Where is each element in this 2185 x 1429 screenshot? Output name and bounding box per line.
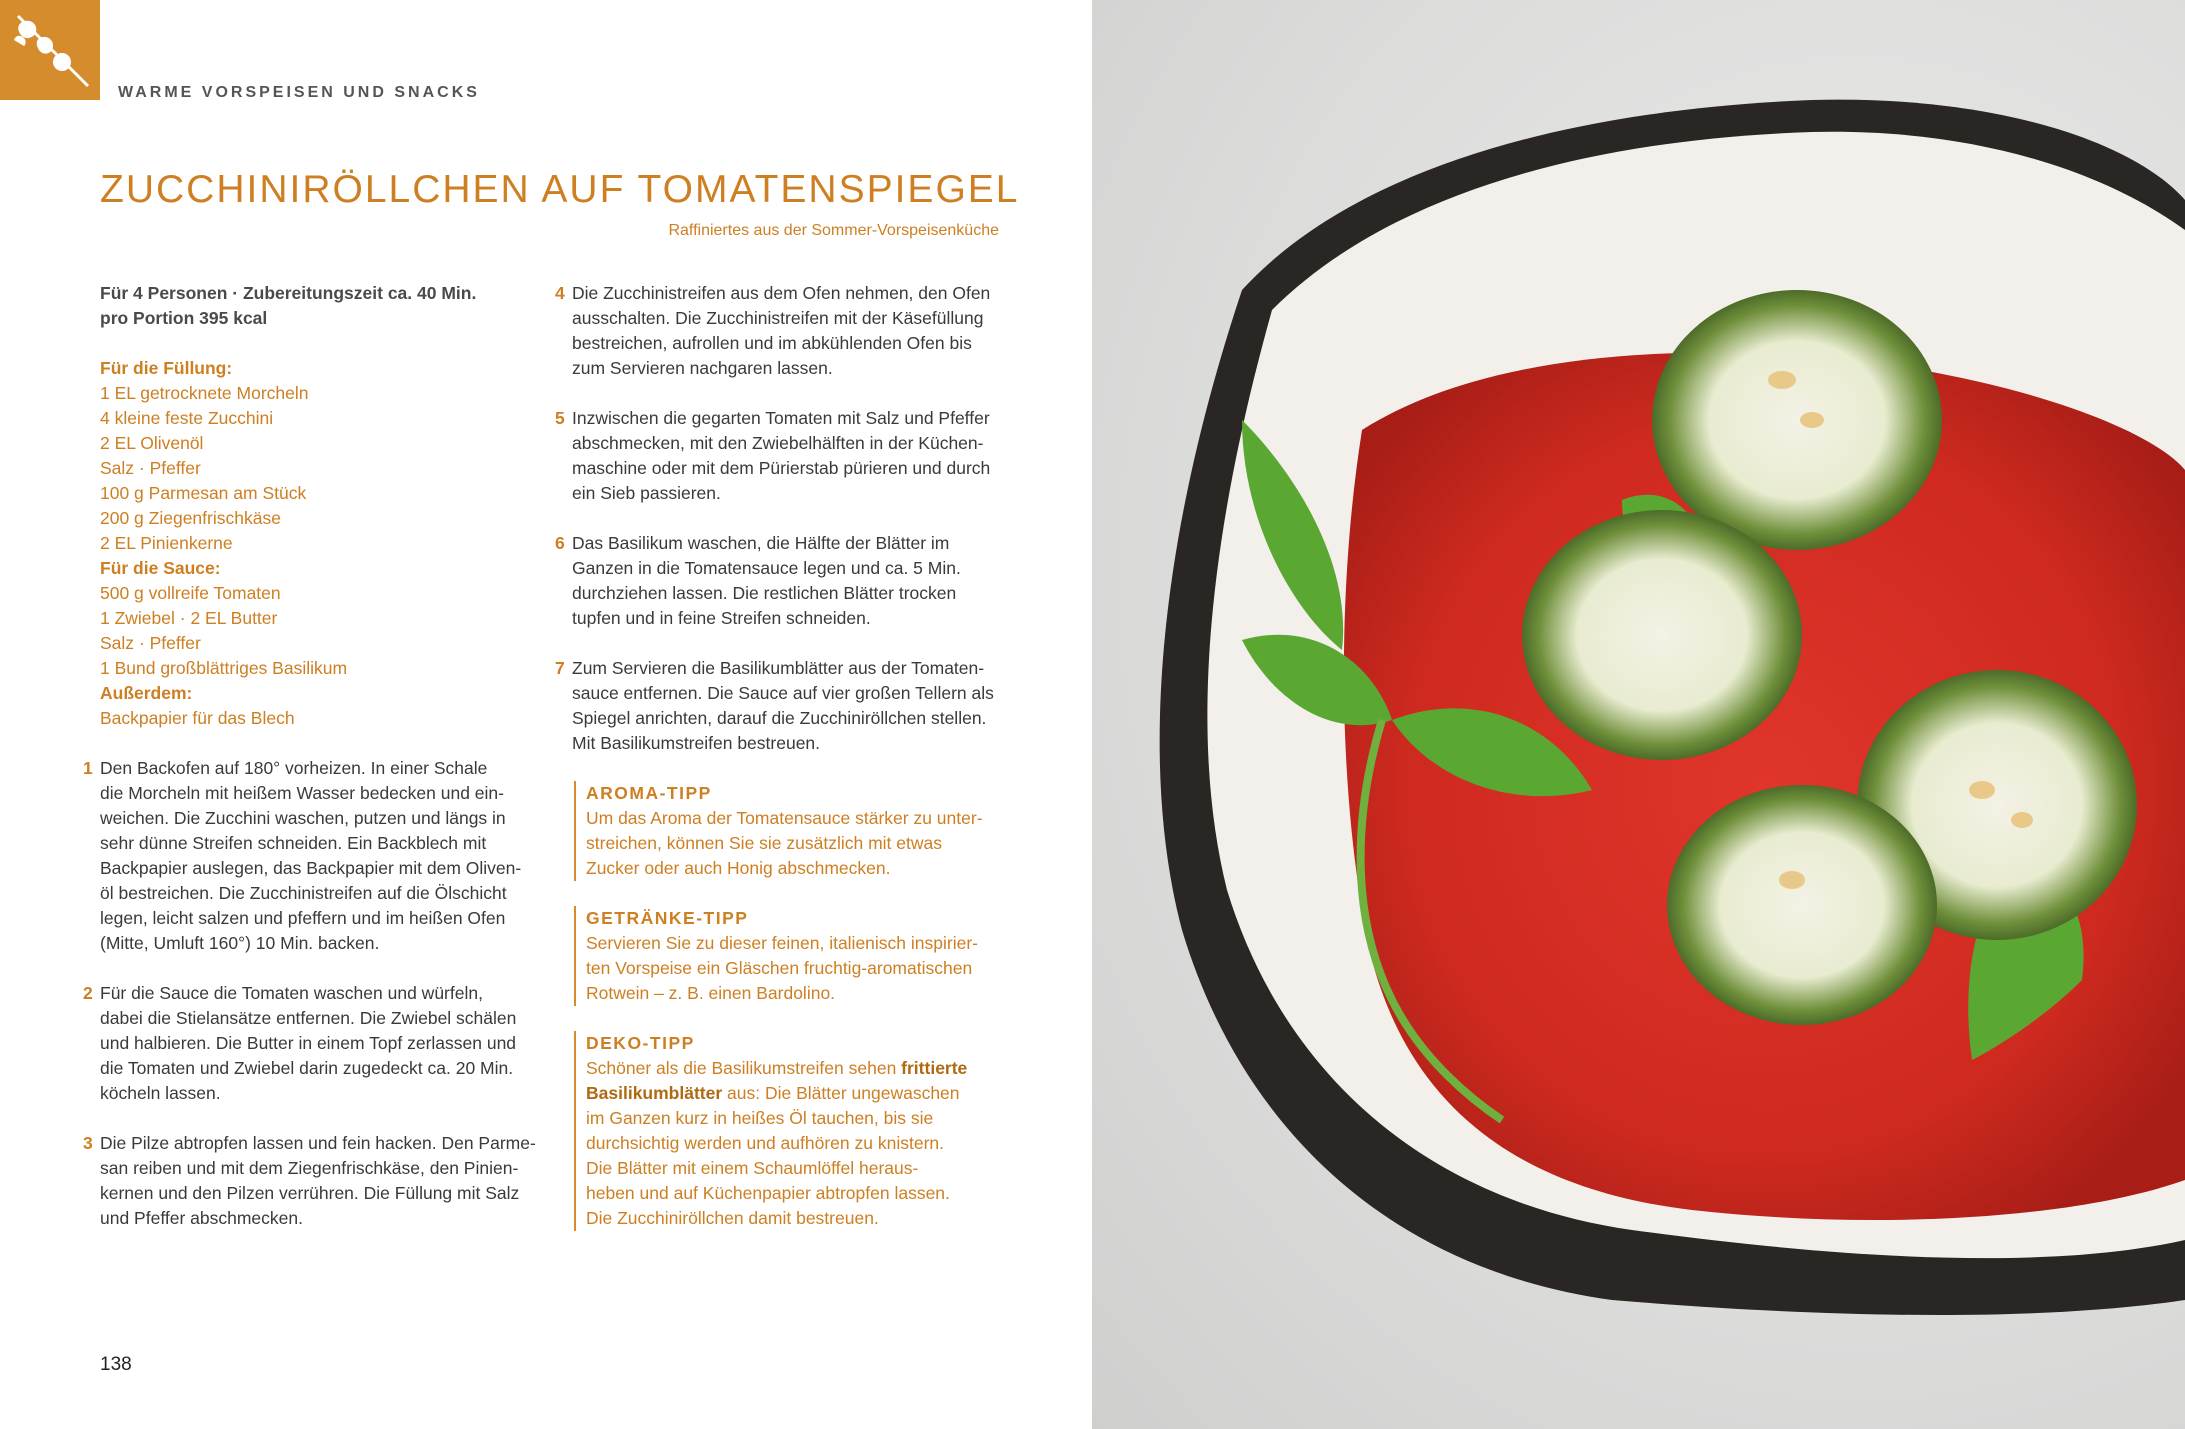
step-text: Backpapier auslegen, das Backpapier mit dem Oliven- bbox=[100, 858, 522, 878]
step-text: legen, leicht salzen und pfeffern und im heißen Ofen bbox=[100, 908, 506, 928]
ingredient: 100 g Parmesan am Stück bbox=[100, 483, 307, 503]
left-column bbox=[83, 281, 540, 1231]
ingredient: 1 Bund großblättriges Basilikum bbox=[100, 658, 348, 678]
step-text: Zum Servieren die Basilikumblätter aus der Tomaten- bbox=[572, 658, 985, 678]
tip-text: Um das Aroma der Tomatensauce stärker zu unter- bbox=[586, 808, 983, 828]
step-text: ein Sieb passieren. bbox=[572, 483, 721, 503]
zucchini-rolls-photo bbox=[1092, 0, 2185, 1429]
tip-text-part: Schöner als die Basilikumstreifen sehen bbox=[586, 1058, 902, 1078]
ingredient: Backpapier für das Blech bbox=[100, 708, 295, 728]
step-text: Die Zucchinistreifen aus dem Ofen nehmen, den Ofen bbox=[572, 283, 991, 303]
tip-text-bold: Basilikumblätter bbox=[586, 1083, 723, 1103]
ingredient: 2 EL Olivenöl bbox=[100, 433, 204, 453]
dish-photo bbox=[1092, 0, 2185, 1429]
tip-text: im Ganzen kurz in heißes Öl tauchen, bis sie bbox=[586, 1108, 934, 1128]
step-text: und Pfeffer abschmecken. bbox=[100, 1208, 303, 1228]
tip-text: Servieren Sie zu dieser feinen, italienisch inspirier- bbox=[586, 933, 978, 953]
step-text: Für die Sauce die Tomaten waschen und würfeln, bbox=[100, 983, 483, 1003]
step bbox=[555, 281, 1012, 381]
left-page bbox=[0, 0, 1092, 1429]
page-number: 138 bbox=[100, 1354, 132, 1375]
step-text: kernen und den Pilzen verrühren. Die Füllung mit Salz bbox=[100, 1183, 520, 1203]
step-number: 6 bbox=[555, 533, 565, 553]
step-text: maschine oder mit dem Pürierstab pürieren und durch bbox=[572, 458, 991, 478]
step-text: und halbieren. Die Butter in einem Topf zerlassen und bbox=[100, 1033, 517, 1053]
aroma-tip bbox=[574, 781, 1012, 881]
step-text: ausschalten. Die Zucchinistreifen mit der Käsefüllung bbox=[572, 308, 984, 328]
step bbox=[555, 406, 1012, 506]
section-label: WARME VORSPEISEN UND SNACKS bbox=[118, 84, 480, 101]
step-text: weichen. Die Zucchini waschen, putzen und längs in bbox=[100, 808, 506, 828]
step-text: zum Servieren nachgaren lassen. bbox=[572, 358, 833, 378]
ingredient-heading: Für die Sauce: bbox=[100, 558, 221, 578]
step-text: öl bestreichen. Die Zucchinistreifen auf die Ölschicht bbox=[100, 883, 507, 903]
step-text: abschmecken, mit den Zwiebelhälften in der Küchen- bbox=[572, 433, 984, 453]
ingredient: 2 EL Pinienkerne bbox=[100, 533, 233, 553]
ingredient: 500 g vollreife Tomaten bbox=[100, 583, 281, 603]
tip-text-bold: frittierte bbox=[901, 1058, 968, 1078]
step bbox=[83, 1131, 540, 1231]
step-number: 5 bbox=[555, 408, 565, 428]
ingredient: 4 kleine feste Zucchini bbox=[100, 408, 274, 428]
tip-text: Rotwein – z. B. einen Bardolino. bbox=[586, 983, 836, 1003]
step-number: 2 bbox=[83, 983, 93, 1003]
tip-text bbox=[586, 1081, 1012, 1106]
step-text: sehr dünne Streifen schneiden. Ein Backblech mit bbox=[100, 833, 487, 853]
step-text: Inzwischen die gegarten Tomaten mit Salz und Pfeffer bbox=[572, 408, 990, 428]
tip-text: durchsichtig werden und aufhören zu knistern. bbox=[586, 1133, 944, 1153]
recipe-meta bbox=[100, 281, 540, 331]
tip-text-part: aus: Die Blätter ungewaschen bbox=[722, 1083, 960, 1103]
step bbox=[83, 981, 540, 1106]
ingredient: 200 g Ziegenfrischkäse bbox=[100, 508, 281, 528]
tip-heading: AROMA-TIPP bbox=[586, 783, 712, 803]
step-text: (Mitte, Umluft 160°) 10 Min. backen. bbox=[100, 933, 380, 953]
step-text: die Tomaten und Zwiebel darin zugedeckt ca. 20 Min. bbox=[100, 1058, 514, 1078]
steps-left bbox=[83, 756, 540, 1231]
tip-heading: GETRÄNKE-TIPP bbox=[586, 908, 749, 928]
deco-tip bbox=[574, 1031, 1012, 1231]
servings-time: Für 4 Personen · Zubereitungszeit ca. 40 Min. bbox=[100, 283, 477, 303]
step-text: köcheln lassen. bbox=[100, 1083, 221, 1103]
ingredient: 1 Zwiebel · 2 EL Butter bbox=[100, 608, 278, 628]
ingredient-heading: Außerdem: bbox=[100, 683, 193, 703]
tip-text: ten Vorspeise ein Gläschen fruchtig-aromatischen bbox=[586, 958, 973, 978]
tip-text: Die Blätter mit einem Schaumlöffel heraus- bbox=[586, 1158, 919, 1178]
step-number: 1 bbox=[83, 758, 93, 778]
tip-text: heben und auf Küchenpapier abtropfen lassen. bbox=[586, 1183, 950, 1203]
step-text: dabei die Stielansätze entfernen. Die Zwiebel schälen bbox=[100, 1008, 517, 1028]
step-text: Mit Basilikumstreifen bestreuen. bbox=[572, 733, 821, 753]
drinks-tip bbox=[574, 906, 1012, 1006]
recipe-title: ZUCCHINIRÖLLCHEN AUF TOMATENSPIEGEL bbox=[100, 168, 1020, 211]
tip-heading: DEKO-TIPP bbox=[586, 1033, 695, 1053]
tip-text: Die Zucchiniröllchen damit bestreuen. bbox=[586, 1208, 879, 1228]
step-number: 7 bbox=[555, 658, 565, 678]
vegetable-skewer-icon bbox=[0, 0, 100, 100]
tip-text: streichen, können Sie sie zusätzlich mit etwas bbox=[586, 833, 942, 853]
step-text: Spiegel anrichten, darauf die Zucchiniröllchen stellen. bbox=[572, 708, 987, 728]
recipe-subtitle: Raffiniertes aus der Sommer-Vorspeisenküche bbox=[668, 222, 999, 239]
step-text: Ganzen in die Tomatensauce legen und ca. 5 Min. bbox=[572, 558, 961, 578]
step-number: 3 bbox=[83, 1133, 93, 1153]
step-text: Die Pilze abtropfen lassen und fein hacken. Den Parme- bbox=[100, 1133, 536, 1153]
ingredient-heading: Für die Füllung: bbox=[100, 358, 233, 378]
step bbox=[555, 531, 1012, 631]
step-text: Den Backofen auf 180° vorheizen. In einer Schale bbox=[100, 758, 488, 778]
step-text: durchziehen lassen. Die restlichen Blätter trocken bbox=[572, 583, 957, 603]
ingredient-list bbox=[100, 356, 540, 731]
step-text: Das Basilikum waschen, die Hälfte der Blätter im bbox=[572, 533, 950, 553]
ingredient: Salz · Pfeffer bbox=[100, 633, 201, 653]
step-text: die Morcheln mit heißem Wasser bedecken und ein- bbox=[100, 783, 504, 803]
right-column bbox=[555, 281, 1012, 1231]
ingredient: 1 EL getrocknete Morcheln bbox=[100, 383, 309, 403]
tip-text: Zucker oder auch Honig abschmecken. bbox=[586, 858, 891, 878]
step bbox=[555, 656, 1012, 756]
ingredient: Salz · Pfeffer bbox=[100, 458, 201, 478]
tip-text bbox=[586, 1056, 1012, 1081]
step-text: bestreichen, aufrollen und im abkühlenden Ofen bis bbox=[572, 333, 972, 353]
step-text: sauce entfernen. Die Sauce auf vier großen Tellern als bbox=[572, 683, 994, 703]
step bbox=[83, 756, 540, 956]
step-text: san reiben und mit dem Ziegenfrischkäse, den Pinien- bbox=[100, 1158, 519, 1178]
step-text: tupfen und in feine Streifen schneiden. bbox=[572, 608, 871, 628]
calories: pro Portion 395 kcal bbox=[100, 308, 268, 328]
step-number: 4 bbox=[555, 283, 565, 303]
